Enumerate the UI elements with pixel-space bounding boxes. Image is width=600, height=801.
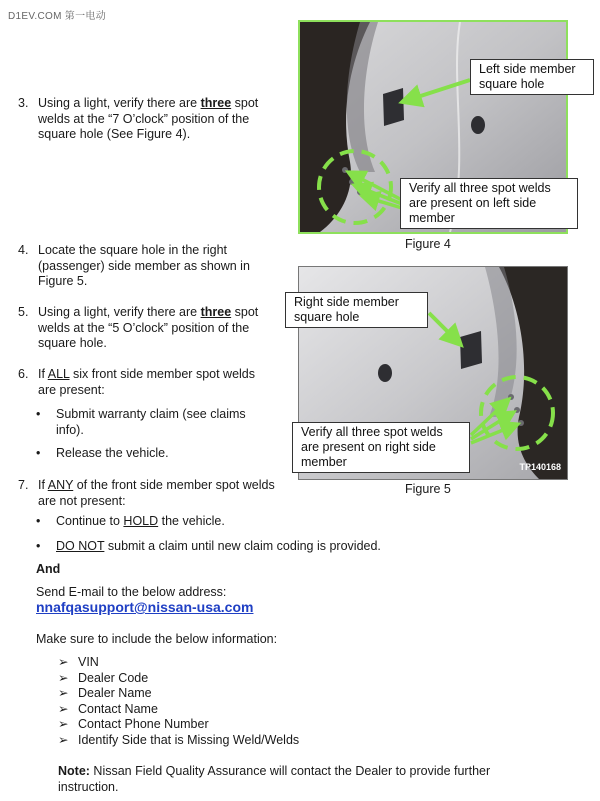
callout-left-square-hole: Left side member square hole <box>470 59 594 95</box>
callout-right-square-hole: Right side member square hole <box>285 292 428 328</box>
bullet-icon: • <box>36 407 41 421</box>
emphasis: HOLD <box>123 514 159 528</box>
note: Note: Nissan Field Quality Assurance will contact the Dealer to provide further instruction. <box>58 764 491 794</box>
include-intro: Make sure to include the below information: <box>36 632 278 646</box>
list-item: ➢ Dealer Name <box>58 686 152 700</box>
step-number: 4. <box>18 243 29 257</box>
list-item: • Release the vehicle. <box>36 446 169 460</box>
list-item: ➢ VIN <box>58 655 99 669</box>
step-4: 4. Locate the square hole in the right (passenger) side member as shown in Figure 5. <box>18 243 250 288</box>
email-intro: Send E-mail to the below address: <box>36 585 227 599</box>
step-6: 6. If ALL six front side member spot welds are present: <box>18 367 256 397</box>
list-item: • Continue to HOLD the vehicle. <box>36 514 225 528</box>
arrow-bullet-icon: ➢ <box>58 671 69 685</box>
bullet-icon: • <box>36 446 41 460</box>
arrow-bullet-icon: ➢ <box>58 702 69 716</box>
step-number: 3. <box>18 96 29 110</box>
list-item: ➢ Identify Side that is Missing Weld/Welds <box>58 733 300 747</box>
bullet-icon: • <box>36 539 41 553</box>
list-item: • Submit warranty claim (see claims info). <box>36 407 246 437</box>
watermark: D1EV.COM 第一电动 <box>8 11 106 22</box>
figure-4-caption: Figure 4 <box>405 237 451 251</box>
square-hole <box>460 331 482 369</box>
email-link[interactable]: nnafqasupport@nissan-usa.com <box>36 599 254 615</box>
square-hole <box>383 88 404 126</box>
step-7: 7. If ANY of the front side member spot welds are not present: <box>18 478 275 508</box>
step-5: 5. Using a light, verify there are three spot welds at the “5 O’clock” position of the square hole. <box>18 305 259 350</box>
list-item: • DO NOT submit a claim until new claim coding is provided. <box>36 539 381 553</box>
step-number: 5. <box>18 305 29 319</box>
emphasis: three <box>200 96 232 110</box>
list-item: ➢ Dealer Code <box>58 671 149 685</box>
emphasis: three <box>200 305 232 319</box>
arrow-bullet-icon: ➢ <box>58 655 69 669</box>
callout-left-spot-welds: Verify all three spot welds are present on left side member <box>400 178 578 229</box>
bullet-icon: • <box>36 514 41 528</box>
arrow-bullet-icon: ➢ <box>58 733 69 747</box>
figure-5-caption: Figure 5 <box>405 482 451 496</box>
arrow-bullet-icon: ➢ <box>58 717 69 731</box>
arrow-bullet-icon: ➢ <box>58 686 69 700</box>
step-number: 6. <box>18 367 29 381</box>
step-number: 7. <box>18 478 29 492</box>
note-label: Note: <box>58 764 90 778</box>
and-label: And <box>36 562 61 576</box>
figure-code: TP140168 <box>519 461 561 472</box>
step-3: 3. Using a light, verify there are three spot welds at the “7 O’clock” position of the square hole (See Figure 4). <box>18 96 259 141</box>
emphasis: ALL <box>47 367 70 381</box>
list-item: ➢ Contact Name <box>58 702 158 716</box>
emphasis: DO NOT <box>56 539 105 553</box>
emphasis: ANY <box>47 478 74 492</box>
list-item: ➢ Contact Phone Number <box>58 717 209 731</box>
callout-right-spot-welds: Verify all three spot welds are present on right side member <box>292 422 470 473</box>
